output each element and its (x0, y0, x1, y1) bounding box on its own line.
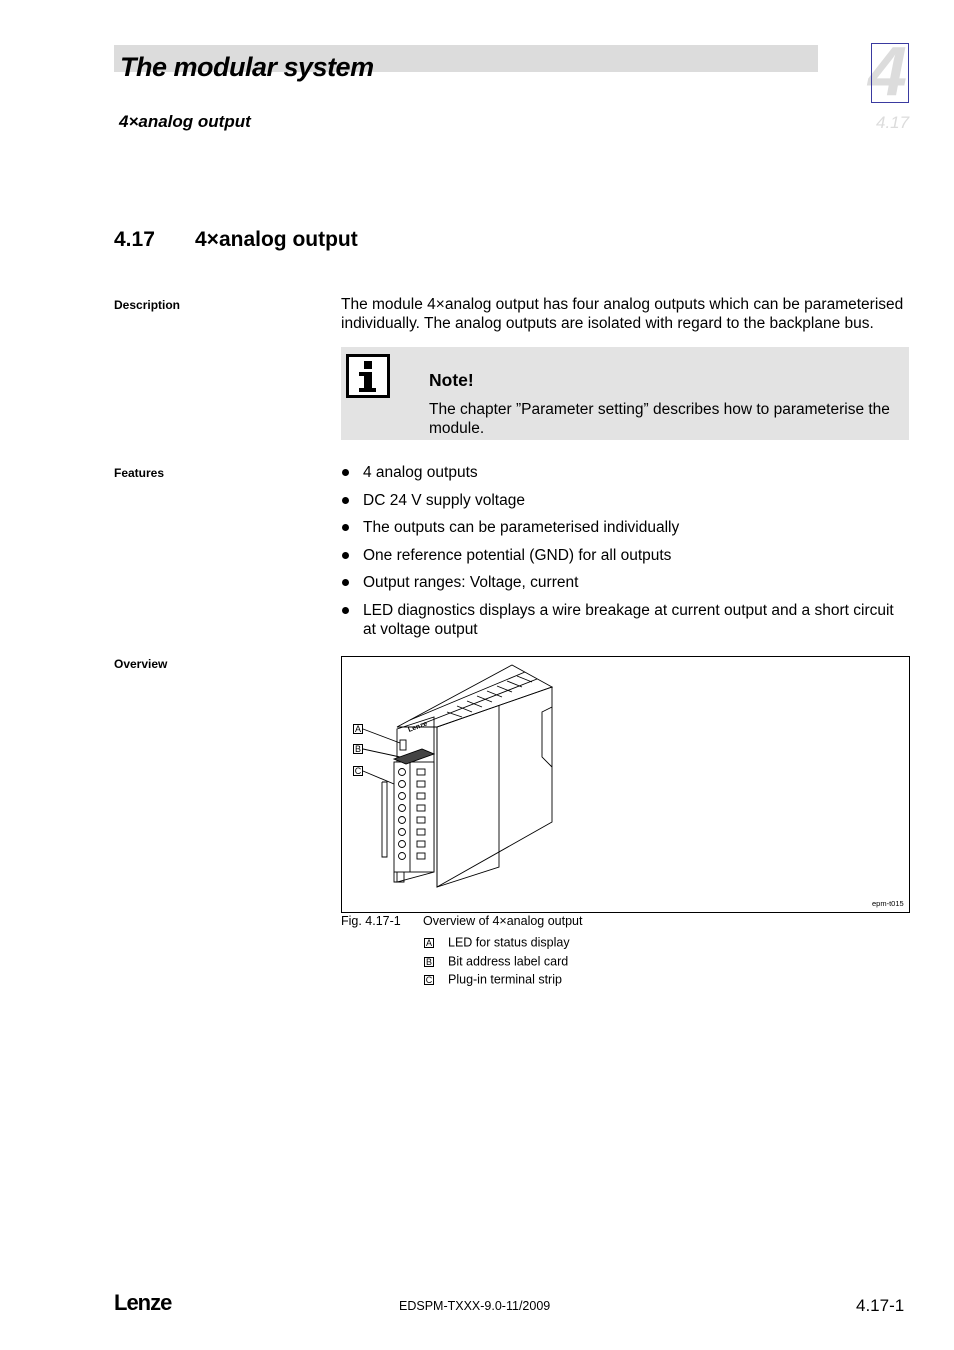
footer-doc-id: EDSPM-TXXX-9.0-11/2009 (399, 1299, 551, 1313)
section-title: 4×analog output (195, 228, 358, 251)
legend-text: LED for status display (448, 935, 570, 950)
figure-code: epm-t015 (872, 899, 904, 908)
figure-caption-number: Fig. 4.17-1 (341, 914, 401, 928)
chapter-section: 4.17 (876, 113, 910, 132)
page-subtitle: 4×analog output (119, 112, 251, 131)
legend-key: A (425, 937, 432, 948)
legend-item (424, 954, 568, 969)
info-icon (346, 354, 390, 403)
legend-key: C (425, 974, 433, 985)
list-item: DC 24 V supply voltage (341, 491, 901, 510)
chapter-marker-box (871, 43, 909, 103)
description-label: Description (114, 298, 181, 312)
features-list (341, 463, 901, 647)
device-brand: Lenze (407, 720, 429, 734)
legend-key: B (425, 956, 432, 967)
list-item: Output ranges: Voltage, current (341, 573, 901, 592)
chapter-number: 4 (868, 32, 907, 110)
legend-text: Plug-in terminal strip (448, 972, 562, 987)
legend-text: Bit address label card (448, 954, 569, 969)
module-illustration (342, 657, 909, 912)
list-item: 4 analog outputs (341, 463, 901, 482)
description-text: The module 4×analog output has four analog outputs which can be parameterised individually. The analog outputs are isolated with regard to the backplane bus. (341, 296, 904, 332)
list-item: LED diagnostics displays a wire breakage at current output and a short circuit at voltage output (341, 601, 901, 639)
note-text: The chapter ”Parameter setting” describes how to parameterise the module. (429, 401, 890, 437)
list-item: One reference potential (GND) for all outputs (341, 546, 901, 565)
legend-item (424, 972, 562, 987)
callout-a: A (354, 724, 361, 734)
figure-caption-title: Overview of 4×analog output (423, 914, 583, 928)
legend-item (424, 935, 570, 950)
section-number: 4.17 (114, 228, 155, 251)
callout-b: B (354, 744, 361, 754)
note-title: Note! (429, 370, 474, 390)
features-label: Features (114, 466, 165, 480)
list-item: The outputs can be parameterised individually (341, 518, 901, 537)
callout-c: C (354, 766, 362, 776)
page-title: The modular system (120, 52, 374, 82)
overview-label: Overview (114, 657, 168, 671)
page-number: 4.17-1 (856, 1296, 905, 1315)
footer-logo: Lenze (114, 1290, 172, 1315)
